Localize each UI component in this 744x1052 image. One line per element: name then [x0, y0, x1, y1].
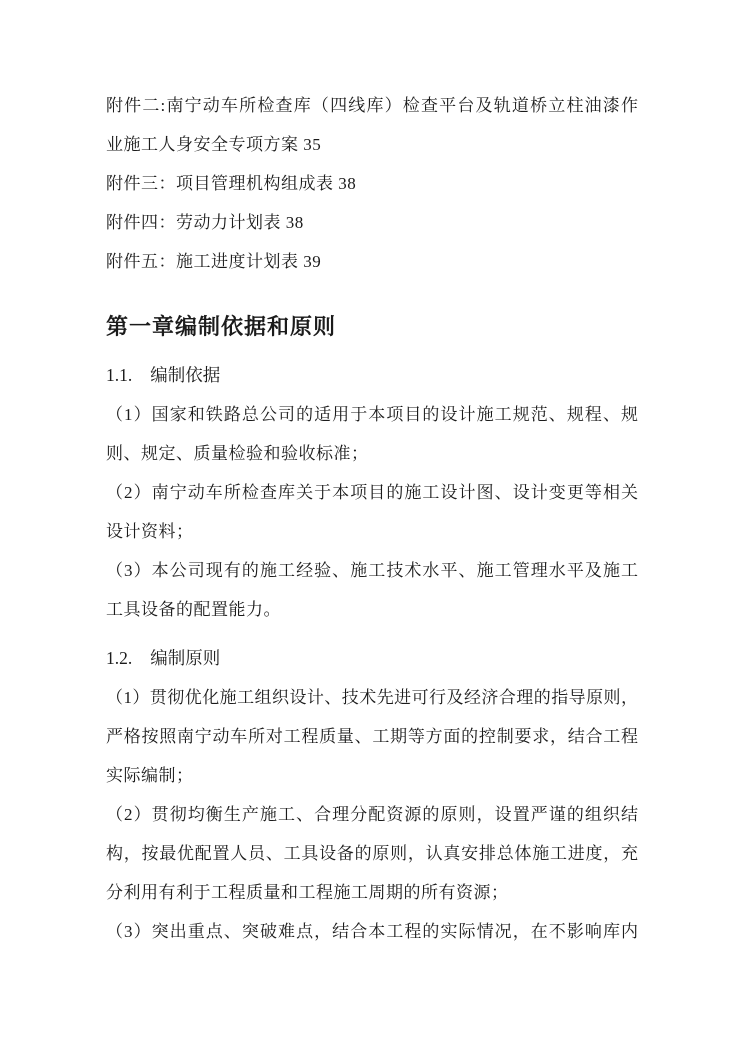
- section-title: 编制依据: [150, 365, 221, 385]
- body-line: （3）突出重点、突破难点，结合本工程的实际情况，在不影响库内: [106, 922, 638, 941]
- body-line: 分利用有利于工程质量和工程施工周期的所有资源；: [106, 883, 509, 902]
- section-number: 1.1.: [106, 365, 133, 385]
- body-line: （2）南宁动车所检查库关于本项目的施工设计图、设计变更等相关: [106, 483, 638, 502]
- toc-item-4: 附件四：劳动力计划表 38: [106, 213, 304, 232]
- body-line: 设计资料；: [106, 522, 194, 541]
- page-content: [106, 86, 638, 951]
- body-line: 实际编制；: [106, 766, 194, 785]
- body-line: 工具设备的配置能力。: [106, 600, 281, 619]
- body-line: 则、规定、质量检验和验收标准；: [106, 444, 369, 463]
- section-heading-1-2: [106, 639, 638, 678]
- toc-item-2-line-2: 业施工人身安全专项方案 35: [106, 135, 322, 154]
- toc-item-3: 附件三：项目管理机构组成表 38: [106, 174, 357, 193]
- section-heading-1-1: [106, 356, 638, 395]
- body-line: （1）贯彻优化施工组织设计、技术先进可行及经济合理的指导原则，: [106, 688, 638, 707]
- chapter-heading: 第一章编制依据和原则: [106, 314, 337, 339]
- toc-item-2-line-1: 附件二:南宁动车所检查库（四线库）检查平台及轨道桥立柱油漆作: [106, 96, 638, 115]
- section-title: 编制原则: [150, 648, 221, 668]
- body-line: （3）本公司现有的施工经验、施工技术水平、施工管理水平及施工: [106, 561, 638, 580]
- body-line: 构，按最优配置人员、工具设备的原则，认真安排总体施工进度，充: [106, 844, 638, 863]
- body-line: 严格按照南宁动车所对工程质量、工期等方面的控制要求，结合工程: [106, 727, 638, 746]
- section-number: 1.2.: [106, 648, 133, 668]
- body-line: （1）国家和铁路总公司的适用于本项目的设计施工规范、规程、规: [106, 405, 638, 424]
- toc-item-5: 附件五：施工进度计划表 39: [106, 252, 322, 271]
- body-line: （2）贯彻均衡生产施工、合理分配资源的原则，设置严谨的组织结: [106, 805, 638, 824]
